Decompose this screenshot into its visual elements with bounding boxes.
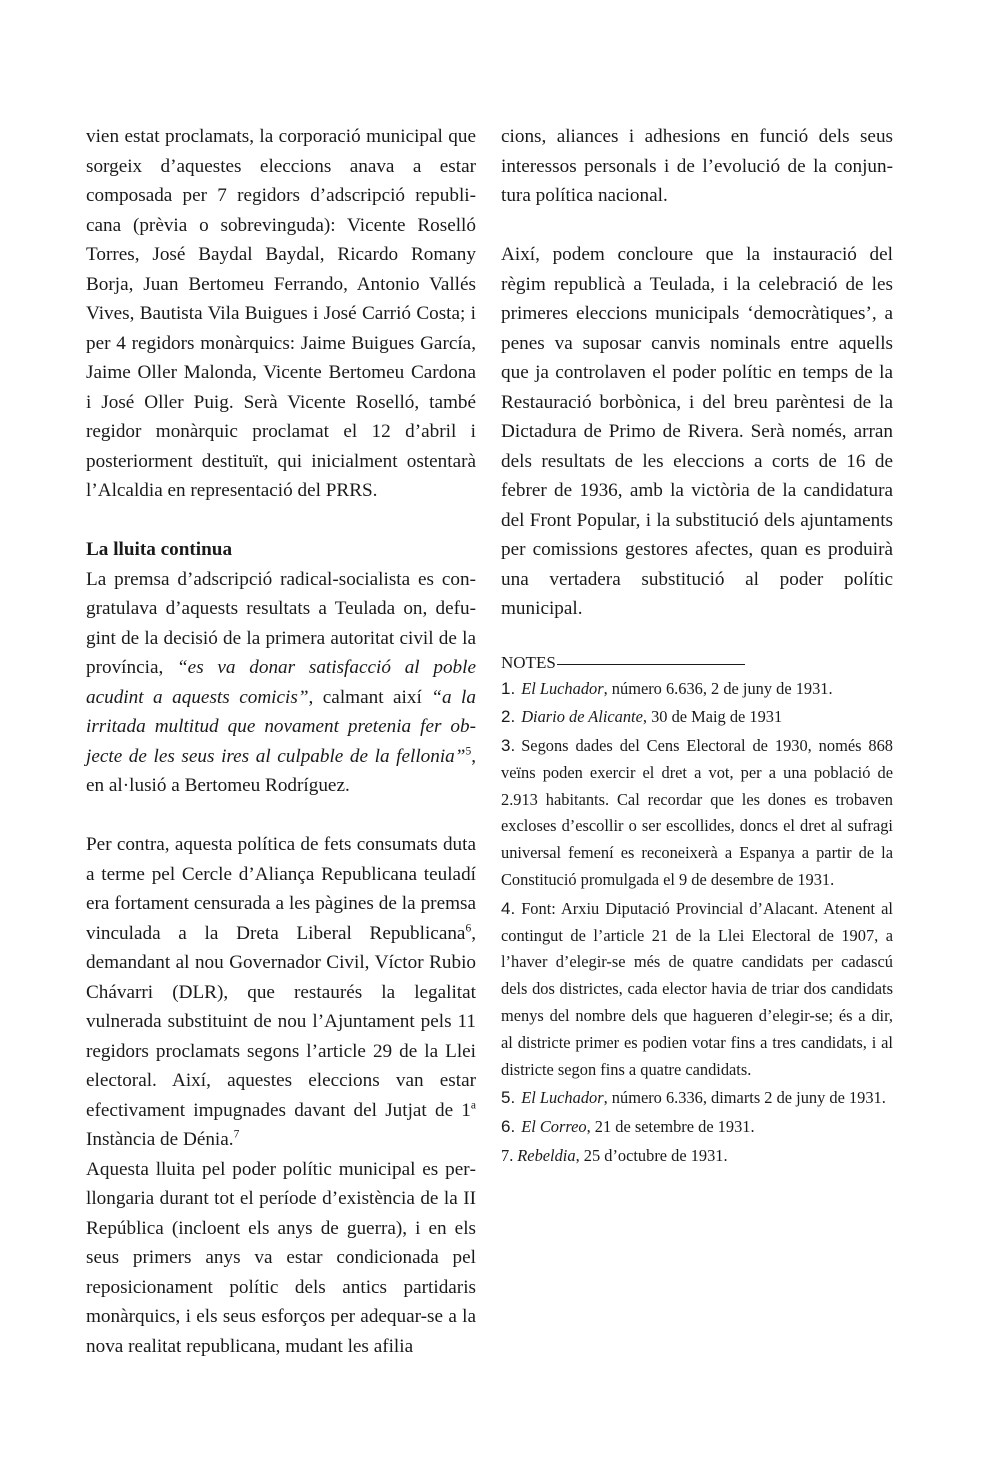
footnote-number: 7. bbox=[501, 1146, 514, 1166]
footnote-number: 6. bbox=[501, 1117, 516, 1137]
paragraph-gap bbox=[501, 624, 893, 650]
footnote-source-title: El Luchador bbox=[521, 678, 604, 698]
right-column bbox=[501, 122, 893, 1170]
footnote-text: , 21 de setembre de 1931. bbox=[586, 1117, 755, 1137]
footnote-text: , 25 d’octubre de 1931. bbox=[575, 1146, 728, 1166]
text-run: , calmant així bbox=[308, 686, 432, 708]
footnote-text: , número 6.636, 2 de juny de 1931. bbox=[603, 678, 833, 698]
footnote-number: 2. bbox=[501, 707, 516, 727]
footnote-3 bbox=[501, 733, 893, 894]
paragraph-gap bbox=[86, 506, 476, 536]
footnote-4 bbox=[501, 896, 893, 1084]
quote-text: “es va donar satisfacció al poble acudint a aquests comicis” bbox=[86, 657, 476, 708]
footnote-1 bbox=[501, 676, 893, 703]
footnote-source-title: Rebeldia bbox=[517, 1146, 576, 1166]
footnote-number: 1. bbox=[501, 678, 516, 698]
footnote-7 bbox=[501, 1143, 893, 1170]
footnote-2 bbox=[501, 704, 893, 731]
footnote-source-title: Diario de Alicante bbox=[521, 707, 643, 727]
paragraph-gap bbox=[501, 211, 893, 241]
notes-title-text: NOTES bbox=[501, 652, 556, 672]
footnote-source-title: El Luchador bbox=[521, 1088, 604, 1108]
footnote-ref-5[interactable]: 5 bbox=[465, 745, 472, 758]
notes-rule bbox=[557, 664, 745, 665]
quote-text: “a la irritada multitud que novament pretenia fer objecte de les seus ires al culpable de la fellonia” bbox=[86, 686, 476, 767]
paragraph-press-reaction bbox=[86, 565, 476, 801]
footnote-5 bbox=[501, 1085, 893, 1112]
paragraph-struggle: Aquesta lluita pel poder polític municipal es perllongaria durant tot el període d’existència de la II República (incloent els anys de guerra), i en els seus primers anys va estar condicionada pel reposicionament polític dels antics partidaris monàrquics, i els seus esforços per adequar-se a la nova realitat republicana, mudant les afilia bbox=[86, 1158, 476, 1357]
text-run: La premsa d’adscripció radical-socialista es congratulava d’aquests resultats a Teulada on, defugint de la decisió de la primera autoritat civil de la província, bbox=[86, 568, 476, 678]
footnote-ref-6[interactable]: 6 bbox=[465, 922, 472, 935]
left-column bbox=[86, 122, 476, 1361]
footnote-6 bbox=[501, 1114, 893, 1141]
paragraph-opposition bbox=[86, 830, 476, 1155]
text-run: Per contra, aquesta política de fets consumats duta a terme pel Cercle d’Aliança Republicana teuladí era fortament censurada a les pàgines de la premsa vinculada a la Dreta Liberal Republicana bbox=[86, 834, 476, 944]
text-run: , demandant al nou Governador Civil, Víctor Rubio Chávarri (DLR), que restaurés la legalitat vulnerada substituint de nou l’Ajuntament pels 11 regidors proclamats segons l’article 29 de la Llei electoral. Així, aquestes eleccions van estar efectivament impugnades davant del Jutjat de 1 bbox=[86, 922, 476, 1121]
footnote-ref-7[interactable]: 7 bbox=[233, 1128, 240, 1141]
footnote-text: Font: Arxiu Diputació Provincial d’Alacant. Atenent al contingut de l’article 21 de la Llei Electoral de 1907, a l’haver d’elegir-se més de quatre candidats per cadascú dels dos districtes, cada elector havia de triar dos candidats menys del nombre dels que hagueren d’elegir-se; és a dir, al districte primer es podien votar fins a tres candidats, i al districte segon fins a quatre candidats. bbox=[501, 898, 893, 1079]
ordinal-superscript: a bbox=[470, 1099, 476, 1112]
section-heading: La lluita continua bbox=[86, 539, 233, 560]
paragraph-council-composition: vien estat proclamats, la corporació municipal que sorgeix d’aquestes eleccions anava a estar composada per 7 regidors d’adscripció republicana (prèvia o sobrevinguda): Vicente Roselló Torres, José Baydal Baydal, Ricardo Romany Borja, Juan Bertomeu Ferrando, Antonio Vallés Vives, Bautista Vila Buigues i José Carrió Costa; i per 4 regidors monàrquics: Jaime Buigues García, Jaime Oller Malonda, Vicente Bertomeu Cardona i José Oller Puig. Serà Vicente Roselló, també regidor monàrquic proclamat el 12 d’abril i posteriorment destituït, qui inicialment ostentarà l’Alcaldia en representació del PRRS. bbox=[86, 126, 476, 501]
footnote-number: 3. bbox=[501, 736, 516, 756]
footnote-text: , 30 de Maig de 1931 bbox=[642, 707, 783, 727]
notes-title bbox=[501, 650, 893, 676]
text-run: , en al·lusió a Bertomeu Rodríguez. bbox=[86, 745, 476, 796]
footnote-source-title: El Correo bbox=[521, 1117, 587, 1137]
paragraph-gap bbox=[86, 801, 476, 831]
paragraph-continuation: cions, aliances i adhesions en funció dels seus interessos personals i de l’evolució de la conjuntura política nacional. bbox=[501, 126, 893, 206]
text-run: Instància de Dénia. bbox=[86, 1129, 234, 1150]
footnote-number: 5. bbox=[501, 1088, 516, 1108]
notes-section bbox=[501, 650, 893, 1170]
footnote-text: Segons dades del Cens Electoral de 1930, només 868 veïns poden exercir el dret a vot, per a una població de 2.913 habitants. Cal recordar que les dones es trobaven excloses d’escollir o ser escollides, doncs el dret al sufragi universal femení es reconeixerà a Espanya a partir de la Constitució promulgada el 9 de desembre de 1931. bbox=[501, 736, 893, 890]
footnote-text: , número 6.336, dimarts 2 de juny de 1931. bbox=[603, 1088, 886, 1108]
paragraph-conclusion: Així, podem concloure que la instauració del règim republicà a Teulada, i la celebració de les primeres eleccions municipals ‘democràtiques’, a penes va suposar canvis nominals entre aquells que ja controlaven el poder polític en temps de la Restauració borbònica, i del breu parèntesi de la Dictadura de Primo de Rivera. Serà només, arran dels resultats de les eleccions a corts de 16 de febrer de 1936, amb la victòria de la candidatura del Front Popular, i la substitució dels ajuntaments per comissions gestores afectes, quan es produirà una vertadera substitució al poder polític municipal. bbox=[501, 244, 893, 619]
footnote-number: 4. bbox=[501, 898, 516, 918]
